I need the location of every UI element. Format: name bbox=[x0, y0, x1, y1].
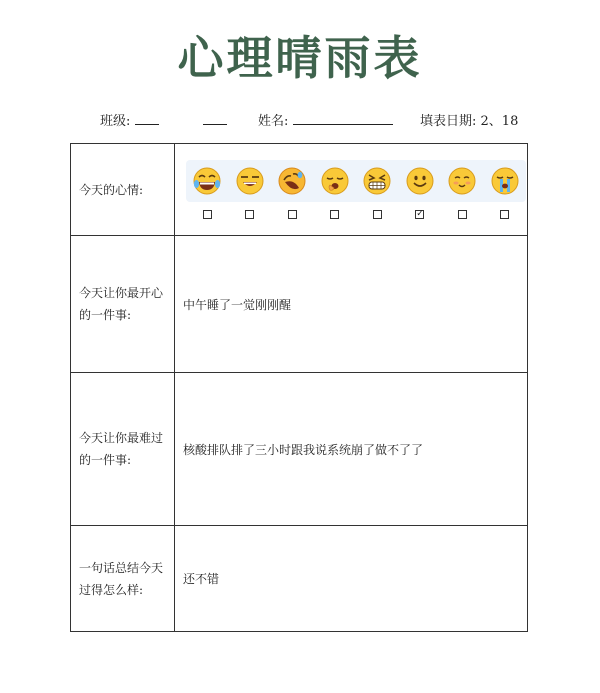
page-title: 心理晴雨表 bbox=[177, 31, 423, 85]
mood-checkbox[interactable] bbox=[203, 210, 212, 219]
class-label: 班级: bbox=[100, 114, 131, 129]
table-row bbox=[71, 373, 528, 526]
class-blank[interactable] bbox=[135, 114, 159, 125]
table-row bbox=[71, 526, 528, 632]
mood-checkbox[interactable] bbox=[373, 210, 382, 219]
smiling-emoji-icon[interactable] bbox=[406, 167, 434, 195]
shy-smile-emoji-icon[interactable] bbox=[448, 167, 476, 195]
yawning-emoji-icon[interactable] bbox=[321, 167, 349, 195]
emoji-strip bbox=[186, 160, 526, 202]
mood-checkbox-row bbox=[186, 210, 526, 219]
date-label: 填表日期: bbox=[420, 114, 477, 129]
row-label-summary: 一句话总结今天过得怎么样: bbox=[71, 526, 175, 632]
mood-checkbox[interactable] bbox=[245, 210, 254, 219]
mood-checkbox[interactable] bbox=[288, 210, 297, 219]
answer-summary[interactable]: 还不错 bbox=[175, 526, 528, 632]
grimacing-emoji-icon[interactable] bbox=[363, 167, 391, 195]
table-row bbox=[71, 144, 528, 236]
date-value: 2、18 bbox=[480, 114, 519, 129]
class-field bbox=[100, 110, 227, 129]
row-label-mood: 今天的心情: bbox=[71, 144, 175, 236]
row-label-happiest: 今天让你最开心的一件事: bbox=[71, 236, 175, 373]
name-blank[interactable] bbox=[293, 114, 393, 125]
rolling-laughing-emoji-icon[interactable] bbox=[278, 167, 306, 195]
name-label: 姓名: bbox=[258, 114, 289, 129]
grinning-squint-emoji-icon[interactable] bbox=[236, 167, 264, 195]
mood-checkbox[interactable] bbox=[500, 210, 509, 219]
answer-saddest[interactable]: 核酸排队排了三小时跟我说系统崩了做不了了 bbox=[175, 373, 528, 526]
crying-emoji-icon[interactable] bbox=[491, 167, 519, 195]
mood-checkbox[interactable] bbox=[330, 210, 339, 219]
laughing-tears-emoji-icon[interactable] bbox=[193, 167, 221, 195]
mood-form-table bbox=[70, 143, 528, 632]
row-label-saddest: 今天让你最难过的一件事: bbox=[71, 373, 175, 526]
date-field bbox=[420, 110, 518, 129]
mood-checkbox[interactable] bbox=[458, 210, 467, 219]
table-row bbox=[71, 236, 528, 373]
mood-checkbox-checked[interactable]: ✓ bbox=[416, 209, 424, 219]
answer-happiest[interactable]: 中午睡了一觉刚刚醒 bbox=[175, 236, 528, 373]
name-field bbox=[258, 110, 393, 129]
mood-cell bbox=[175, 144, 528, 236]
